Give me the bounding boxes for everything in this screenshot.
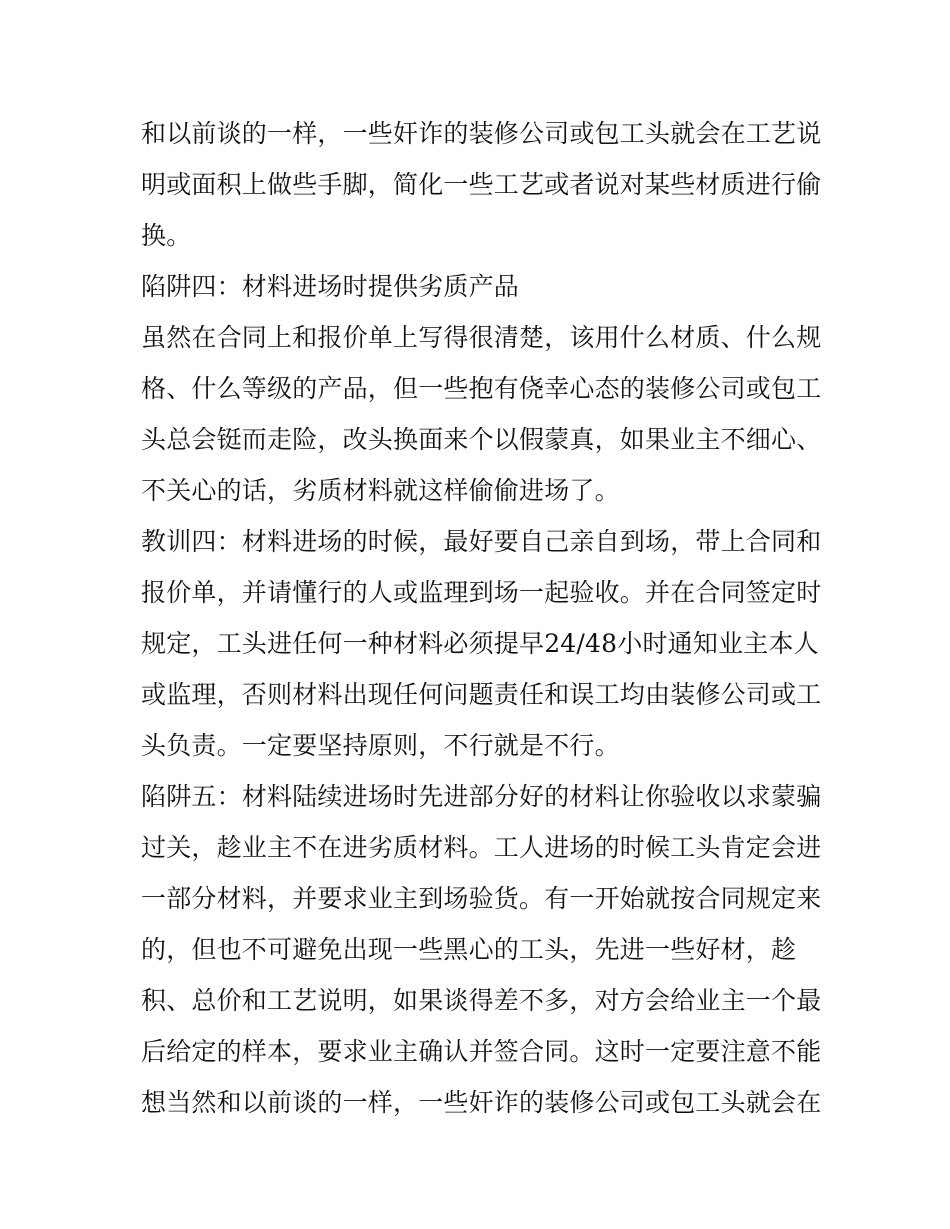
text-line: 头负责。一定要坚持原则，不行就是不行。	[141, 731, 620, 760]
text-line: 虽然在合同上和报价单上写得很清楚，该用什么材质、什么规	[141, 323, 822, 352]
text-line: 换。	[141, 221, 192, 250]
text-line: 的，但也不可避免出现一些黑心的工头，先进一些好材，趁	[141, 935, 797, 964]
text-line: 或监理，否则材料出现任何问题责任和误工均由装修公司或工	[141, 680, 822, 709]
section-heading-trap-4: 陷阱四：材料进场时提供劣质产品	[141, 272, 520, 301]
lesson-4-line: 教训四：材料进场的时候，最好要自己亲自到场，带上合同和	[141, 527, 822, 556]
text-line: 想当然和以前谈的一样，一些奸诈的装修公司或包工头就会在	[141, 1088, 822, 1117]
text-line: 格、什么等级的产品，但一些抱有侥幸心态的装修公司或包工	[141, 374, 822, 403]
text-line: 不关心的话，劣质材料就这样偷偷进场了。	[141, 476, 620, 505]
body-text	[141, 108, 821, 1128]
text-line: 明或面积上做些手脚，简化一些工艺或者说对某些材质进行偷	[141, 170, 822, 199]
text-line: 过关，趁业主不在进劣质材料。工人进场的时候工头肯定会进	[141, 833, 822, 862]
text-line: 后给定的样本，要求业主确认并签合同。这时一定要注意不能	[141, 1037, 822, 1066]
section-heading-trap-5: 陷阱五：材料陆续进场时先进部分好的材料让你验收以求蒙骗	[141, 782, 822, 811]
text-line: 报价单，并请懂行的人或监理到场一起验收。并在合同签定时	[141, 578, 822, 607]
text-line: 积、总价和工艺说明，如果谈得差不多，对方会给业主一个最	[141, 986, 822, 1015]
text-line: 头总会铤而走险，改头换面来个以假蒙真，如果业主不细心、	[141, 425, 822, 454]
text-line: 规定，工头进任何一种材料必须提早24/48小时通知业主本人	[141, 629, 819, 658]
text-line: 和以前谈的一样，一些奸诈的装修公司或包工头就会在工艺说	[141, 119, 822, 148]
text-line: 一部分材料，并要求业主到场验货。有一开始就按合同规定来	[141, 884, 822, 913]
